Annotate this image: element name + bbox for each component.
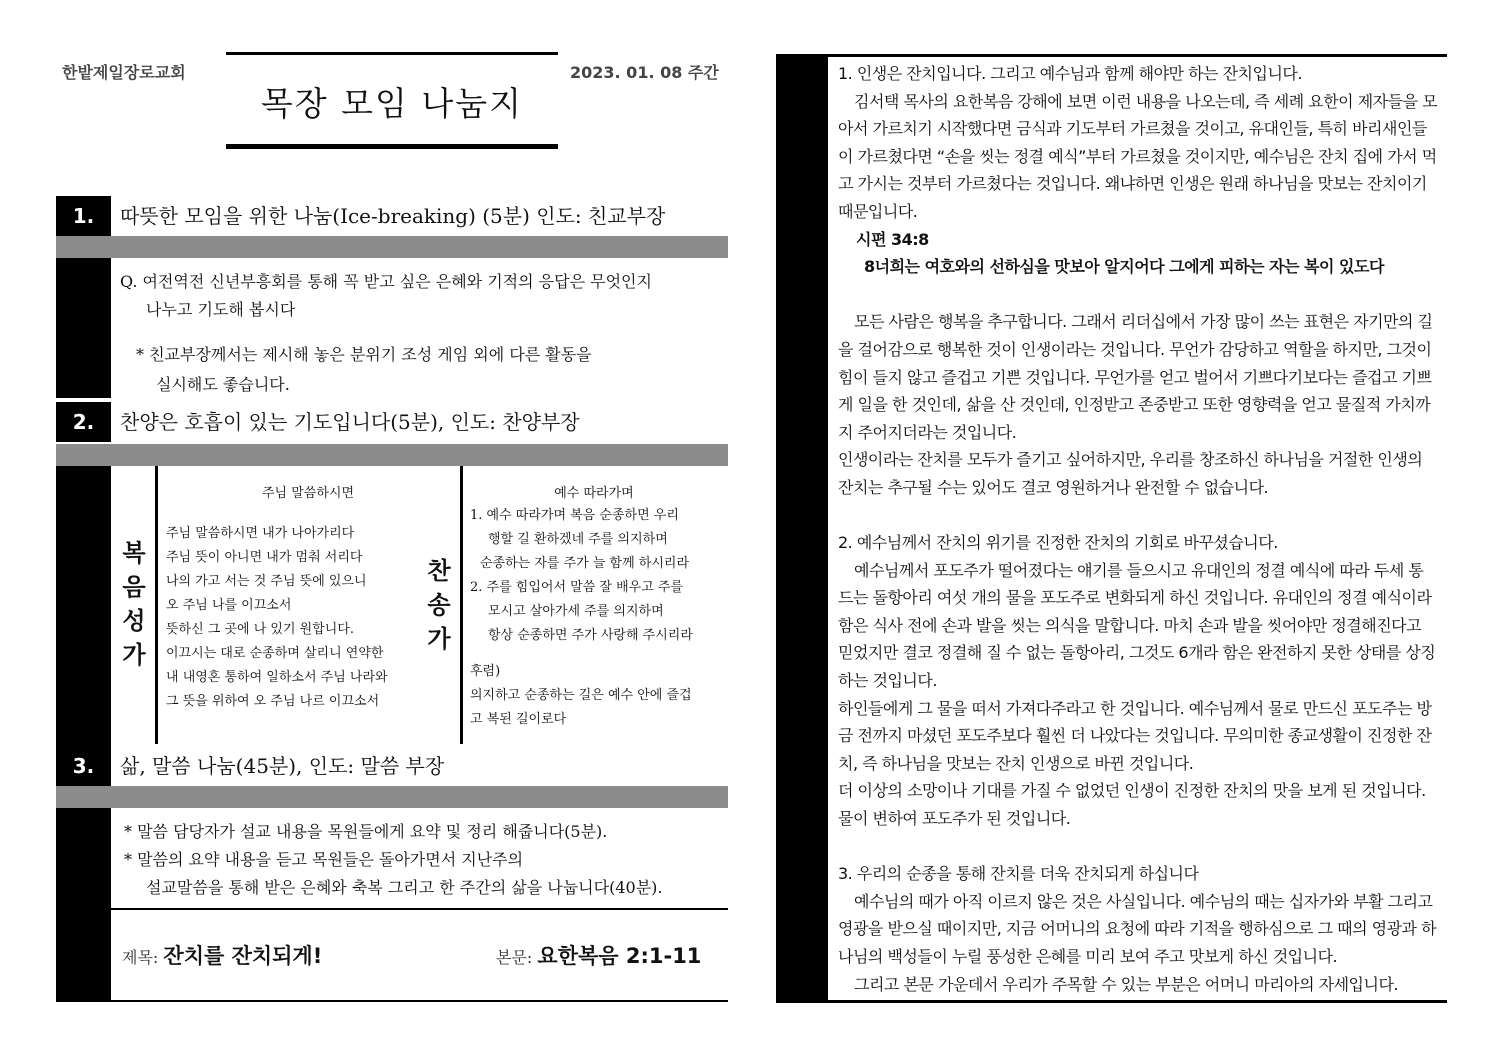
- word-note-line3: 설교말씀을 통해 받은 은혜와 축복 그리고 한 주간의 삶을 나눕니다(40분).: [146, 878, 663, 897]
- gospel-label-char: 가: [122, 641, 146, 669]
- song1-line: 내 내영혼 통하여 일하소서 주님 나라와: [166, 670, 388, 685]
- song2-refrain-line1: 의지하고 순종하는 길은 예수 안에 즐겁: [470, 688, 692, 703]
- song2-line: 2. 주를 힘입어서 말씀 잘 배우고 주를: [470, 580, 684, 595]
- passage-label: 본문:: [496, 948, 533, 967]
- word-note-line1: * 말씀 담당자가 설교 내용을 목원들에게 요약 및 정리 해줍니다(5분).: [124, 822, 608, 841]
- song1-line: 주님 뜻이 아니면 내가 멈춰 서리다: [166, 550, 363, 565]
- paragraph-5: 하인들에게 그 물을 떠서 가져다주라고 한 것입니다. 예수님께서 물로 만드신 포도주는 방금 전까지 마셨던 포도주보다 훨씬 더 나았다는 것입니다. 무의미한 종교생활이 진정한 잔치, 즉 하나님을 맛보는 잔치 인생으로 바뀐 것입니다.: [838, 698, 1432, 773]
- title-rule-bottom: [226, 144, 558, 149]
- sermon-passage: [496, 940, 701, 970]
- hymn-label: [422, 554, 456, 656]
- song2-lyrics: [470, 504, 726, 732]
- title-rule-top: [226, 52, 558, 55]
- song1-line: 주님 말씀하시면 내가 나아가리다: [166, 526, 355, 541]
- section-2-bar: [56, 444, 728, 466]
- subject-label: 제목:: [122, 948, 159, 967]
- paragraph-3: 인생이라는 잔치를 모두가 즐기고 싶어하지만, 우리를 창조하신 하나님을 거절한 인생의 잔치는 추구될 수는 있어도 결코 영원하거나 완전할 수 없습니다.: [838, 450, 1423, 497]
- icebreak-note-line1: * 친교부장께서는 제시해 놓은 분위기 조성 게임 외에 다른 활동을: [136, 345, 592, 364]
- verse-text: 8너희는 여호와의 선하심을 맛보아 알지어다 그에게 피하는 자는 복이 있도다: [864, 257, 1384, 277]
- right-page-stripe: [776, 54, 828, 1003]
- icebreak-question-line2: 나누고 기도해 봅시다: [146, 300, 296, 319]
- sermon-info-rule-bottom: [111, 1000, 728, 1002]
- gospel-label-char: 성: [122, 607, 146, 635]
- song1-lyrics: [166, 522, 458, 714]
- song1-title: 주님 말씀하시면: [261, 486, 355, 501]
- icebreak-question-line1: Q. 여전역전 신년부흥회를 통해 꼭 받고 싶은 은혜와 기적의 응답은 무엇인지: [120, 272, 652, 291]
- section-1-bar: [56, 236, 728, 258]
- song2-line: 1. 예수 따라가며 복음 순종하면 우리: [470, 508, 679, 523]
- song2-line: 행할 길 환하겠네 주를 의지하며: [488, 532, 668, 547]
- page-title: 목장 모임 나눔지: [260, 84, 524, 123]
- paragraph-8: 그리고 본문 가운데서 우리가 주목할 수 있는 부분은 어머니 마리아의 자세입니다.: [854, 974, 1398, 994]
- song1-line: 그 뜻을 위하여 오 주님 나르 이끄소서: [166, 694, 380, 709]
- icebreak-note-line2: 실시해도 좋습니다.: [156, 375, 290, 394]
- section-2-title: 찬양은 호흡이 있는 기도입니다(5분), 인도: 찬양부장: [120, 410, 580, 434]
- hymn-label-char: 송: [427, 591, 451, 619]
- paragraph-6: 더 이상의 소망이나 기대를 가질 수 없었던 인생이 진정한 잔치의 맛을 보게 된 것입니다. 물이 변하여 포도주가 된 것입니다.: [838, 781, 1426, 829]
- right-page-rule-top: [776, 54, 1447, 57]
- song2-refrain-label: 후렴): [470, 664, 501, 679]
- gospel-label-char: 복: [122, 539, 146, 567]
- week-date: 2023. 01. 08 주간: [570, 63, 719, 82]
- word-notes: [124, 818, 724, 902]
- point-3-heading: 3. 우리의 순종을 통해 잔치를 더욱 잔치되게 하십니다: [838, 864, 1199, 884]
- passage-value: 요한복음 2:1-11: [537, 944, 702, 968]
- subject-value: 잔치를 잔치되게!: [163, 944, 323, 968]
- hymn-label-char: 찬: [427, 557, 451, 585]
- sermon-summary: [838, 60, 1440, 998]
- icebreak-note: [136, 340, 716, 400]
- song1-line: 나의 가고 서는 것 주님 뜻에 있으니: [166, 574, 367, 589]
- word-note-line2: * 말씀의 요약 내용을 듣고 목원들은 돌아가면서 지난주의: [124, 850, 524, 869]
- hymn-label-char: 가: [427, 625, 451, 653]
- point-1-heading: 1. 인생은 잔치입니다. 그리고 예수님과 함께 해야만 하는 잔치입니다.: [838, 64, 1302, 83]
- song2-line: 모시고 살아가세 주를 의지하며: [488, 604, 664, 619]
- section-1-stripe: [56, 258, 111, 398]
- song2-title: 예수 따라가며: [554, 486, 634, 501]
- section-1-title: 따뜻한 모임을 위한 나눔(Ice-breaking) (5분) 인도: 친교부장: [120, 204, 666, 228]
- song-divider-right: [460, 466, 463, 744]
- point-2-heading: 2. 예수님께서 잔치의 위기를 진정한 잔치의 기회로 바꾸셨습니다.: [838, 533, 1278, 553]
- song2-line: 순종하는 자를 주가 늘 함께 하시리라: [480, 556, 690, 571]
- point-1-body: 김서택 목사의 요한복음 강해에 보면 이런 내용을 나오는데, 즉 세례 요한이 제자들을 모아서 가르치기 시작했다면 금식과 기도부터 가르쳤을 것이고, 유대인들, 특히 바리새인들이 가르쳤다면 “손을 씻는 정결 예식”부터 가르쳤을 것이지만, 예수님은 잔치 집에 가서 먹고 가시는 것부터 가르쳤다는 것입니다. 왜냐하면 인생은 원래 하나님을 맛보는 잔치이기 때문입니다.: [838, 91, 1438, 221]
- gospel-song-label: [117, 536, 151, 672]
- right-page-rule-bottom: [776, 1000, 1447, 1003]
- section-3-stripe: [56, 808, 111, 1002]
- song-divider-left: [155, 466, 158, 744]
- song1-line: 이끄시는 대로 순종하며 살리니 연약한: [166, 646, 384, 661]
- sermon-subject: [122, 940, 322, 970]
- section-1-number: 1.: [56, 196, 111, 236]
- song2-line: 항상 순종하면 주가 사랑해 주시리라: [488, 628, 693, 643]
- song2-refrain-line2: 고 복된 길이로다: [470, 712, 567, 727]
- song1-line: 오 주님 나를 이끄소서: [166, 598, 292, 613]
- point-2-body: 예수님께서 포도주가 떨어졌다는 얘기를 들으시고 유대인의 정결 예식에 따라 두세 통 드는 돌항아리 여섯 개의 물을 포도주로 변화되게 하신 것입니다. 유대인의 정결 예식이라 함은 식사 전에 손과 발을 씻는 의식을 말합니다. 마치 손과 발을 씻어야만 정결해진다고 믿었지만 결코 정결해 질 수 없는 돌항아리, 그것도 6개라 함은 완전하지 못한 상태를 상징하는 것입니다.: [838, 560, 1436, 691]
- point-3-body: 예수님의 때가 아직 이르지 않은 것은 사실입니다. 예수님의 때는 십자가와 부활 그리고 영광을 받으실 때이지만, 지금 어머니의 요청에 따라 기적을 행하심으로 그 때의 영광과 하나님의 백성들이 누릴 풍성한 은혜를 미리 보여 주고 맛보게 하신 것입니다.: [838, 891, 1437, 966]
- section-3-bar: [56, 786, 728, 808]
- icebreak-question: [120, 268, 720, 324]
- verse-reference: 시편 34:8: [856, 229, 929, 249]
- church-name: 한밭제일장로교회: [62, 63, 186, 82]
- sermon-info-rule-top: [111, 908, 728, 910]
- song1-line: 뜻하신 그 곳에 나 있기 원합니다.: [166, 622, 355, 637]
- section-2-stripe: [56, 466, 111, 746]
- gospel-label-char: 음: [122, 573, 146, 601]
- section-3-title: 삶, 말씀 나눔(45분), 인도: 말씀 부장: [120, 754, 445, 778]
- section-3-number: 3.: [56, 746, 111, 786]
- paragraph-2: 모든 사람은 행복을 추구합니다. 그래서 리더십에서 가장 많이 쓰는 표현은 자기만의 길을 걸어감으로 행복한 것이 인생이라는 것입니다. 무언가 감당하고 역할을 하지만, 그것이 힘이 들지 않고 즐겁고 기쁜 것입니다. 무언가를 얻고 벌어서 기쁘다기보다는 즐겁고 기쁘게 일을 한 것인데, 삶을 산 것인데, 인정받고 존중받고 또한 영향력을 얻고 물질적 가치까지 주어지더라는 것입니다.: [838, 312, 1433, 442]
- section-2-number: 2.: [56, 402, 111, 442]
